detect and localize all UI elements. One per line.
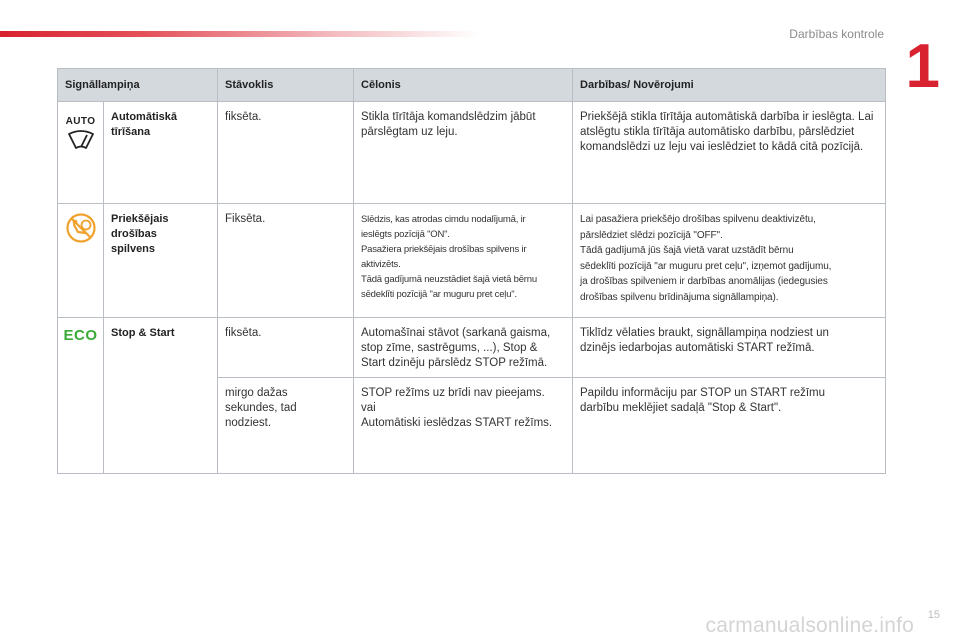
stop-start-blink-action: Papildu informāciju par STOP un START režīmu darbību meklējiet sadaļā "Stop & Start". (573, 378, 886, 474)
airbag-cause: Slēdzis, kas atrodas cimdu nodalījumā, ir ieslēgts pozīcijā "ON". Pasažiera priekšējais drošības spilvens ir aktivizēts. Tādā gadījumā neuzstādiet šajā vietā bērnu sēdeklīti pozīcijā "ar muguru pret ceļu". (354, 204, 573, 318)
chapter-number: 1 (905, 32, 940, 101)
airbag-action: Lai pasažiera priekšējo drošības spilvenu deaktivizētu, pārslēdziet slēdzi pozīcijā "OFF". Tādā gadījumā jūs šajā vietā varat uzstādīt bērnu sēdeklīti pozīcijā "ar muguru pret ceļu", izņemot gadījumu, ja drošības spilveniem ir darbības anomālijas (iedegusies drošības spilvenu brīdinājuma signāllampiņa). (573, 204, 886, 318)
airbag-icon-cell (58, 204, 104, 318)
wiper-icon (66, 129, 96, 151)
eco-icon-cell (58, 318, 104, 474)
stop-start-blink-cause: STOP režīms uz brīdi nav pieejams. vai Automātiski ieslēdzas START režīms. (354, 378, 573, 474)
header-accent-bar (0, 31, 480, 37)
stop-start-blink-state: mirgo dažas sekundes, tad nodziest. (218, 378, 354, 474)
stop-start-state: fiksēta. (218, 318, 354, 378)
section-title: Darbības kontrole (789, 27, 884, 41)
column-header-state: Stāvoklis (218, 69, 354, 102)
auto-wipe-action: Priekšējā stikla tīrītāja automātiskā darbība ir ieslēgta. Lai atslēgtu stikla tīrītāja automātisko darbību, pārslēdziet komandslēdzi uz leju vai ieslēdziet to kādā citā pozīcijā. (573, 102, 886, 204)
warning-lights-table (57, 68, 886, 474)
airbag-off-icon (65, 212, 97, 244)
column-header-cause: Cēlonis (354, 69, 573, 102)
table-row-stop-start (58, 318, 886, 378)
airbag-name: Priekšējais drošības spilvens (104, 204, 218, 318)
auto-wipe-state: fiksēta. (218, 102, 354, 204)
column-header-action: Darbības/ Novērojumi (573, 69, 886, 102)
page-number: 15 (927, 609, 940, 621)
auto-wipe-name: Automātiskā tīrīšana (104, 102, 218, 204)
auto-wipe-icon-cell (58, 102, 104, 204)
airbag-state: Fiksēta. (218, 204, 354, 318)
stop-start-name: Stop & Start (104, 318, 218, 474)
table-header-row (58, 69, 886, 102)
eco-icon: ECO (63, 327, 98, 344)
table-row-airbag (58, 204, 886, 318)
table-row-auto-wipe (58, 102, 886, 204)
stop-start-cause: Automašīnai stāvot (sarkanā gaisma, stop zīme, sastrēgums, ...), Stop & Start dzinēju pārslēdz STOP režīmā. (354, 318, 573, 378)
column-header-light: Signāllampiņa (58, 69, 218, 102)
auto-label: AUTO (65, 116, 96, 127)
watermark: carmanualsonline.info (705, 614, 914, 637)
auto-wipe-cause: Stikla tīrītāja komandslēdzim jābūt pārslēgtam uz leju. (354, 102, 573, 204)
stop-start-action: Tiklīdz vēlaties braukt, signāllampiņa nodziest un dzinējs iedarbojas automātiski START režīmā. (573, 318, 886, 378)
